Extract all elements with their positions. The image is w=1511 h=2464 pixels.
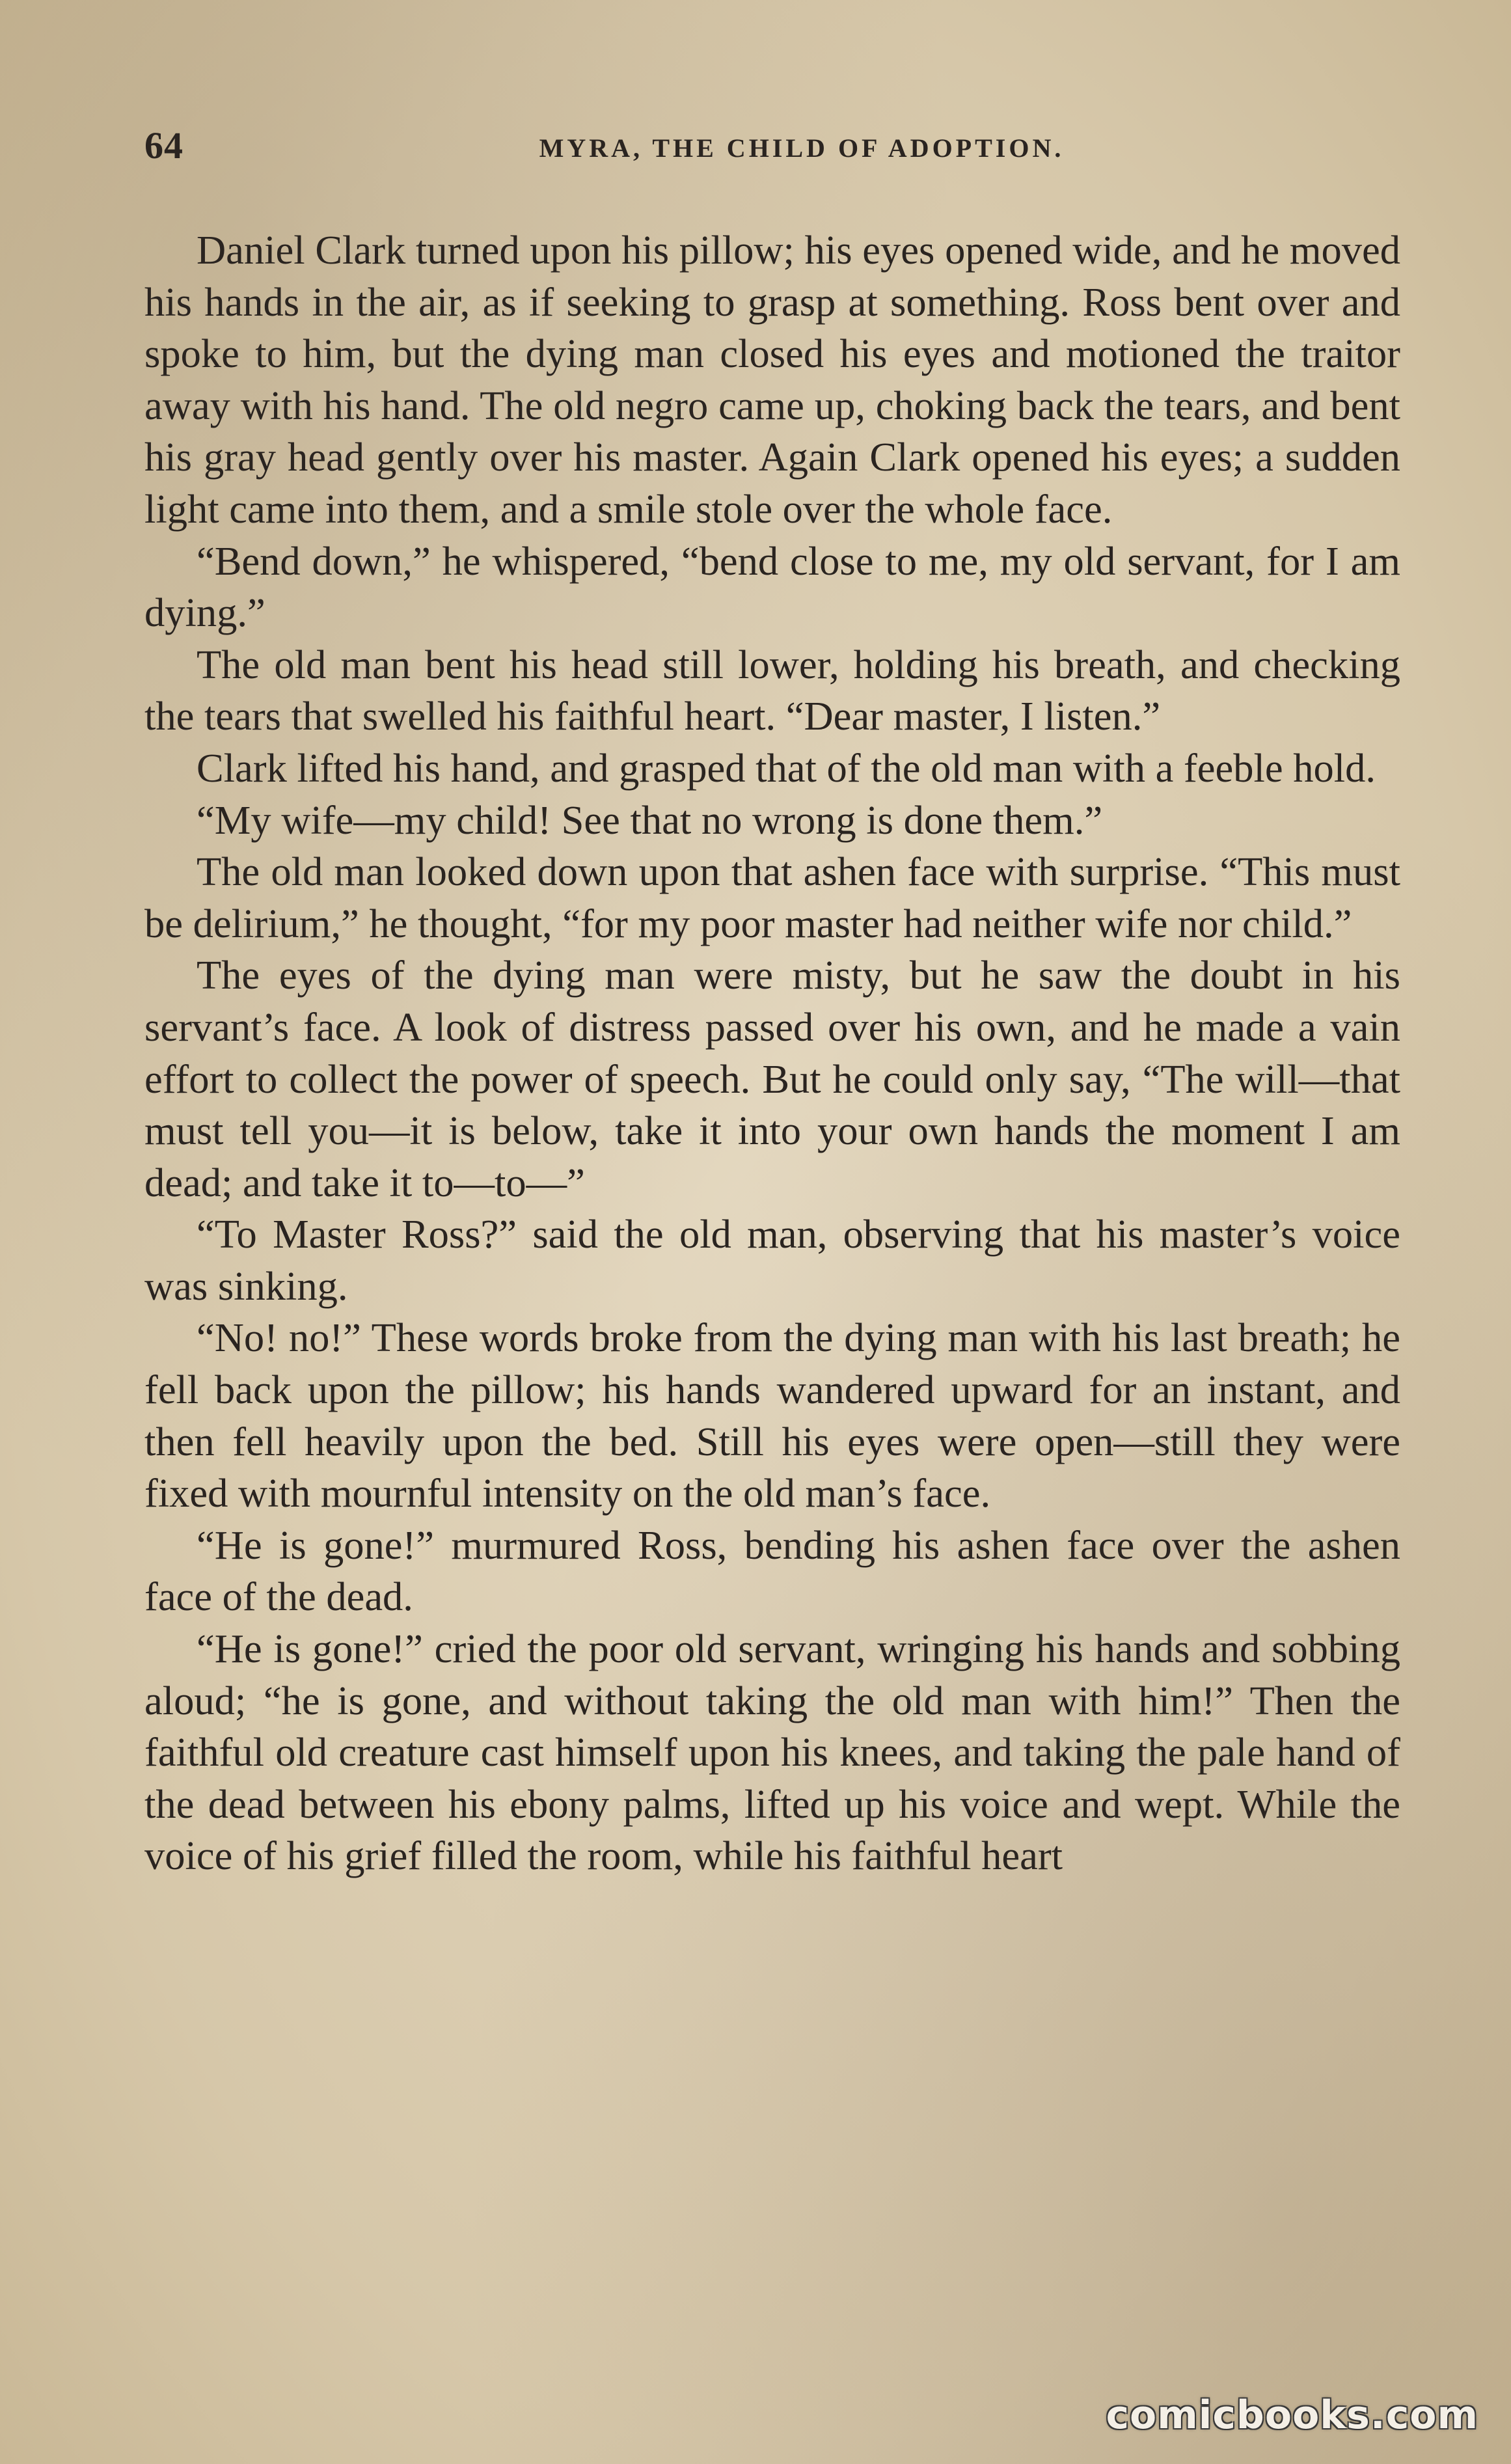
running-title: MYRA, THE CHILD OF ADOPTION. [539, 133, 1065, 163]
body-text [144, 225, 1400, 1882]
paragraph: “To Master Ross?” said the old man, observing that his master’s voice was sinking. [144, 1211, 1400, 1309]
paragraph: “Bend down,” he whispered, “bend close to me, my old servant, for I am dying.” [144, 538, 1400, 636]
paragraph: “No! no!” These words broke from the dying man with his last breath; he fell back upon the pillow; his hands wandered upward for an instant, and then fell heavily upon the bed. Still his eyes were open—still they were fixed with mournful intensity on the old man’s face. [144, 1315, 1400, 1516]
paragraph: The old man bent his head still lower, holding his breath, and checking the tears that swelled his faithful heart. “Dear master, I listen.” [144, 641, 1400, 739]
paragraph: Clark lifted his hand, and grasped that of the old man with a feeble hold. [197, 745, 1376, 791]
watermark: comicbooks.com [1106, 2392, 1478, 2438]
paragraph: “He is gone!” murmured Ross, bending his ashen face over the ashen face of the dead. [144, 1522, 1400, 1620]
paragraph: “He is gone!” cried the poor old servant, wringing his hands and sobbing aloud; “he is gone, and without taking the old man with him!” Then the faithful old creature cast himself upon his knees, and taking the pale hand of the dead between his ebony palms, lifted up his voice and wept. While the voice of his grief filled the room, while his faithful heart [144, 1626, 1400, 1879]
paragraph: The old man looked down upon that ashen face with surprise. “This must be delirium,” he thought, “for my poor master had neither wife nor child.” [144, 849, 1400, 946]
paragraph: “My wife—my child! See that no wrong is done them.” [197, 797, 1103, 843]
paragraph: Daniel Clark turned upon his pillow; his eyes opened wide, and he moved his hands in the air, as if seeking to grasp at something. Ross bent over and spoke to him, but the dying man closed his eyes and motioned the traitor away with his hand. The old negro came up, choking back the tears, and bent his gray head gently over his master. Again Clark opened his eyes; a sudden light came into them, and a smile stole over the whole face. [144, 227, 1400, 532]
page-number: 64 [144, 124, 184, 167]
page-header [144, 124, 1400, 176]
paragraph: The eyes of the dying man were misty, but he saw the doubt in his servant’s face. A look of distress passed over his own, and he made a vain effort to collect the power of speech. But he could only say, “The will—that must tell you—it is below, take it into your own hands the moment I am dead; and take it to—to—” [144, 952, 1400, 1205]
